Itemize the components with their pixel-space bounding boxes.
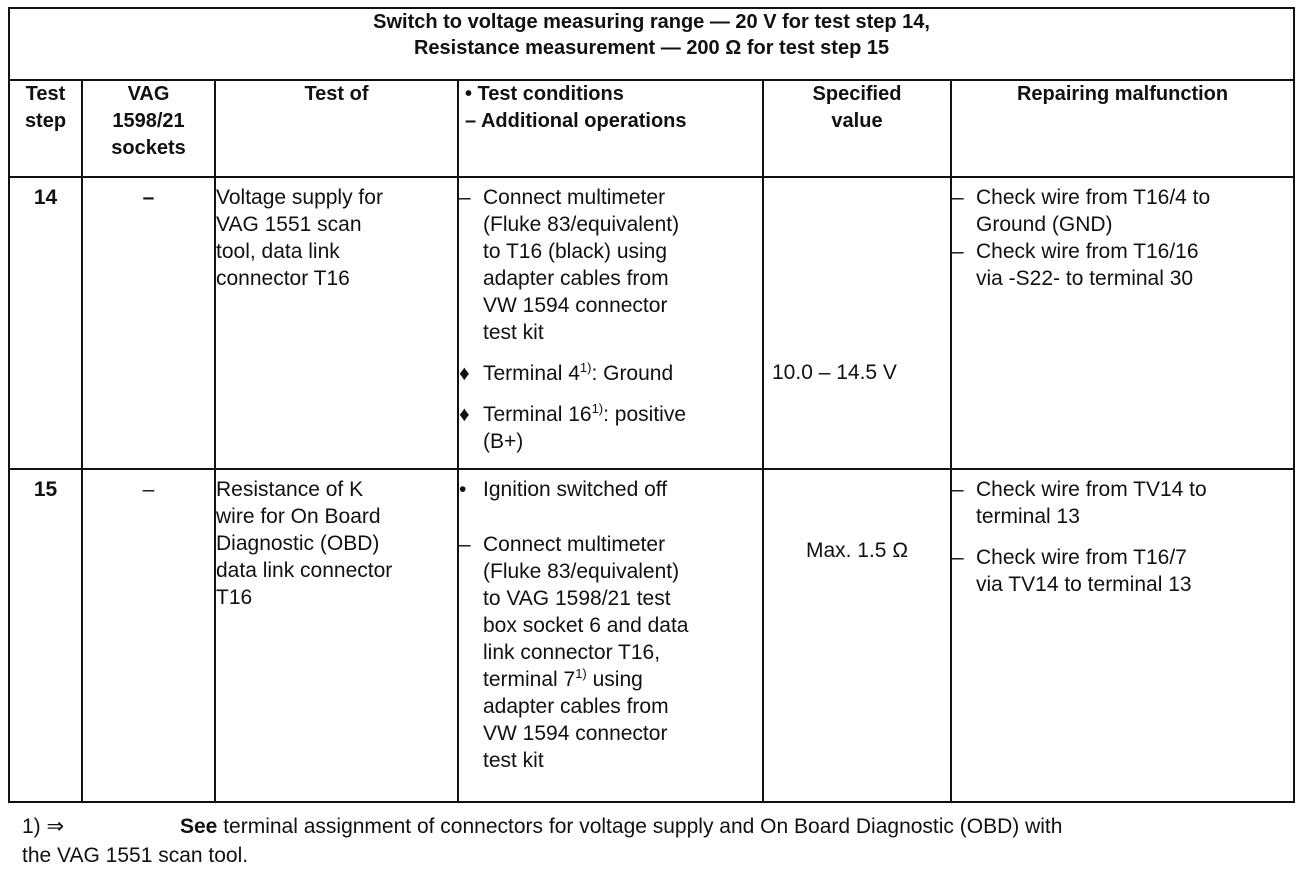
- banner-line-2: Resistance measurement — 200 Ω for test step 15: [413, 37, 890, 59]
- header-sockets: VAG 1598/21 sockets: [82, 80, 215, 177]
- conditions-cell: [458, 469, 763, 802]
- header-specified-value: Specified value: [763, 80, 951, 177]
- table-row-step-14: [9, 177, 1294, 469]
- test-table: [8, 7, 1295, 803]
- specified-value: Max. 1.5 Ω: [805, 539, 909, 562]
- dash-marker: –: [459, 186, 471, 209]
- header-test-of: Test of: [215, 80, 458, 177]
- operation-item: – Connect multimeter (Fluke 83/equivalent) to VAG 1598/21 test box socket 6 and data link connector T16, terminal 7$^{1)}$ using adapter cables from VW 1594 connector test kit: [459, 533, 689, 772]
- range-banner: [9, 8, 1294, 80]
- repair-item: – Check wire from T16/4 to Ground (GND): [952, 186, 1211, 236]
- dash-marker: –: [459, 533, 471, 556]
- header-conditions: • Test conditions – Additional operations: [458, 80, 763, 177]
- footnote-text-line-2: the VAG 1551 scan tool.: [22, 844, 249, 867]
- repair-cell: [951, 177, 1294, 469]
- bullet-marker: •: [459, 478, 467, 501]
- repair-item: – Check wire from TV14 to terminal 13: [952, 478, 1207, 528]
- terminal-4-item: ♦ Terminal 4$^{1)}$: Ground: [459, 360, 674, 385]
- test-of-cell: Voltage supply for VAG 1551 scan tool, data link connector T16: [215, 177, 458, 469]
- socket-value: –: [82, 177, 215, 469]
- repair-item: – Check wire from T16/7 via TV14 to terminal 13: [952, 546, 1192, 596]
- specified-value-cell: [763, 469, 951, 802]
- repair-cell: [951, 469, 1294, 802]
- footnote-reference: 1) ⇒: [22, 815, 65, 838]
- header-test-step: Test step: [9, 80, 82, 177]
- table-row-step-15: [9, 469, 1294, 802]
- condition-item: • Ignition switched off: [459, 478, 668, 501]
- footnote: [22, 812, 1292, 870]
- header-row: [9, 80, 1294, 177]
- step-number: 15: [9, 469, 82, 802]
- diamond-icon: ♦: [459, 403, 470, 426]
- conditions-cell: [458, 177, 763, 469]
- terminal-16-item: ♦ Terminal 16$^{1)}$: positive (B+): [459, 401, 686, 453]
- specified-value: 10.0 – 14.5 V: [772, 361, 897, 384]
- banner-line-1: Switch to voltage measuring range — 20 V for test step 14,: [373, 11, 930, 33]
- footnote-text: terminal assignment of connectors for voltage supply and On Board Diagnostic (OBD) with: [217, 815, 1063, 838]
- footnote-see-link[interactable]: See: [180, 815, 218, 838]
- specified-value-cell: [763, 177, 951, 469]
- operation-item: – Connect multimeter (Fluke 83/equivalent) to T16 (black) using adapter cables from VW 1594 connector test kit: [459, 186, 680, 344]
- header-repair: Repairing malfunction: [951, 80, 1294, 177]
- test-of-cell: Resistance of K wire for On Board Diagnostic (OBD) data link connector T16: [215, 469, 458, 802]
- repair-item: – Check wire from T16/16 via -S22- to terminal 30: [952, 240, 1199, 290]
- step-number: 14: [9, 177, 82, 469]
- diamond-icon: ♦: [459, 362, 470, 385]
- socket-value: –: [82, 469, 215, 802]
